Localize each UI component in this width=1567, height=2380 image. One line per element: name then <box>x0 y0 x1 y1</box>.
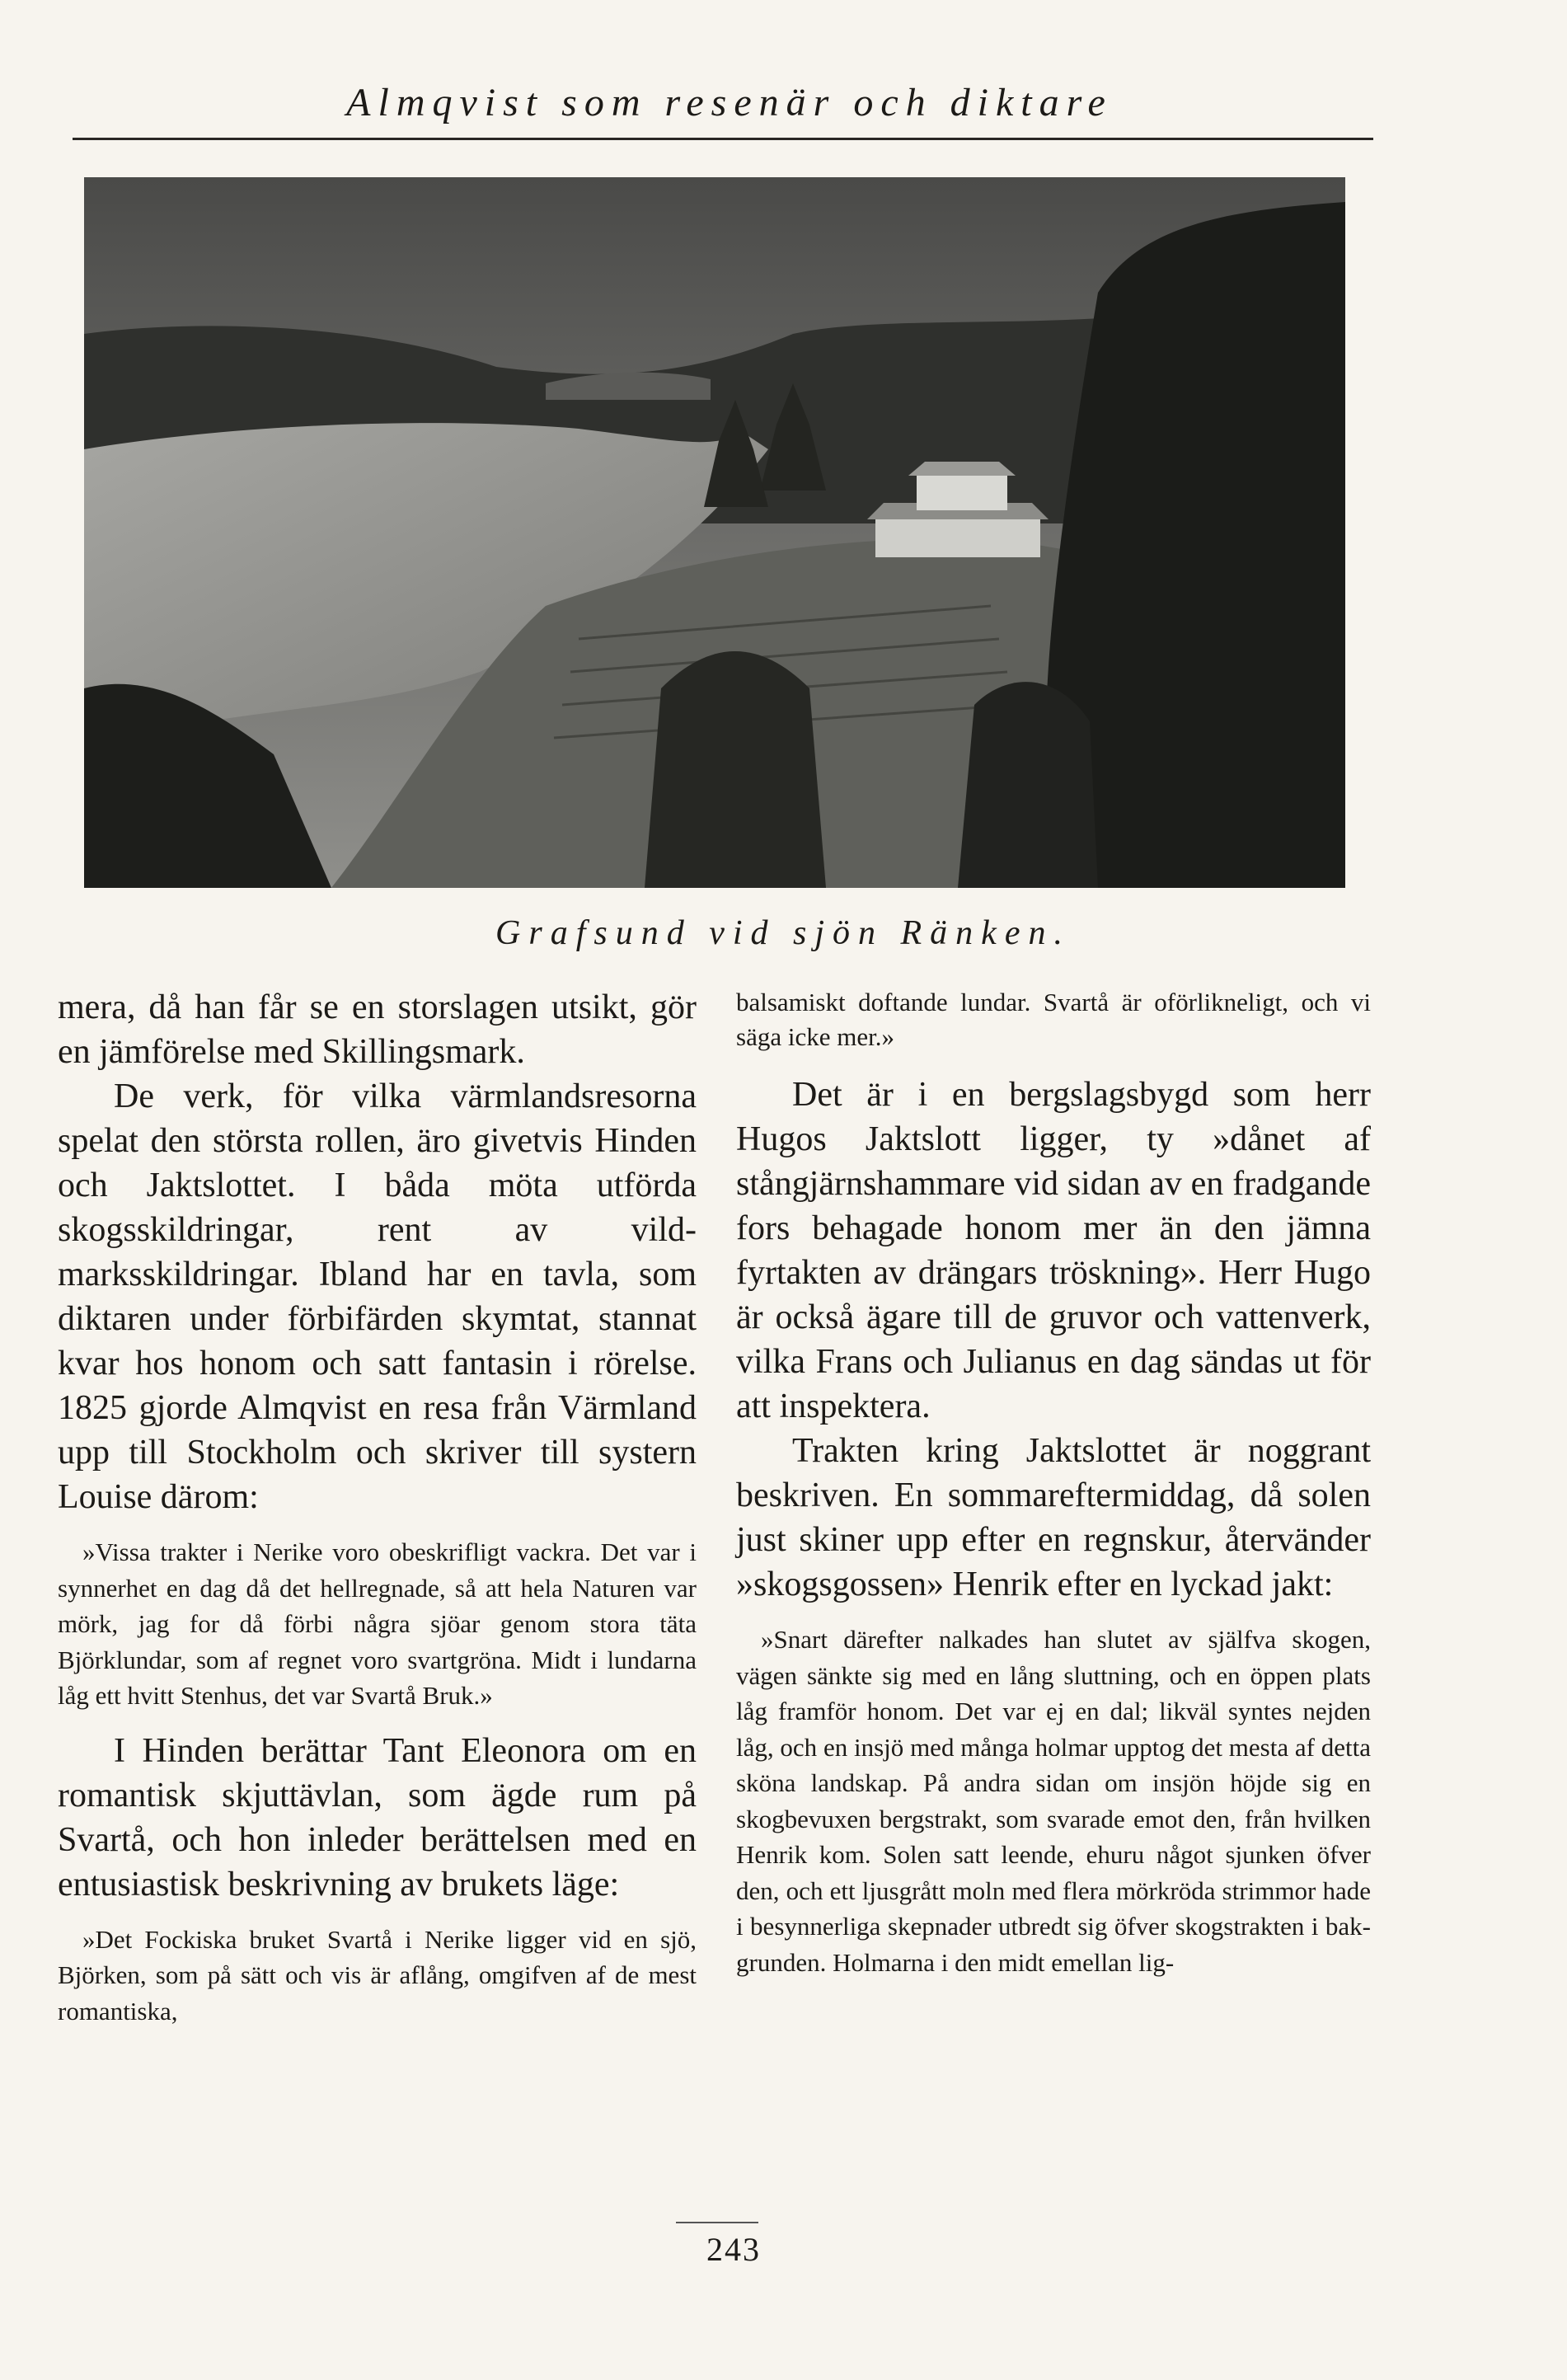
header-rule <box>73 138 1373 140</box>
right-column <box>736 985 1371 1995</box>
paragraph: Trakten kring Jaktslottet är noggrant beskriven. En sommareftermiddag, då solen just skiner upp efter en regnskur, återvänder »skogsgossen» Henrik efter en lyckad jakt: <box>736 1432 1371 1603</box>
figure-caption: Grafsund vid sjön Ränken. <box>495 914 1071 952</box>
page-number-rule <box>676 2222 758 2223</box>
running-header: Almqvist som resenär och diktare <box>346 81 1113 124</box>
block-quote: »Det Fockiska bruket Svartå i Nerike ligger vid en sjö, Björken, som på sätt och vis är aflång, omgifven af de mest romantiska, <box>58 1924 697 2026</box>
paragraph: De verk, för vilka värmlandsresorna spelat den största rollen, äro givetvis Hinden och Jaktslottet. I båda möta utförda skogsskildringar, rent av vildmarksskildringar. Ibland har en tavla, som diktaren under förbifärden skymtat, stannat kvar hos honom och satt fantasin i rörelse. 1825 gjorde Almqvist en resa från Värmland upp till Stockholm och skriver till systern Louise därom: <box>58 1077 697 1516</box>
block-quote-continued: balsamiskt doftande lundar. Svartå är oförlikneligt, och vi säga icke mer.» <box>736 988 1371 1051</box>
page-number: 243 <box>706 2231 761 2268</box>
paragraph: mera, då han får se en storslagen utsikt, gör en jämförelse med Skillingsmark. <box>58 988 697 1071</box>
paragraph: I Hinden berättar Tant Eleonora om en romantisk skjuttävlan, som ägde rum på Svartå, och hon inleder berättelsen med en entusiastisk beskrivning av brukets läge: <box>58 1731 697 1904</box>
block-quote: »Snart därefter nalkades han slutet av själfva skogen, vägen sänkte sig med en lång sluttning, och en öppen plats låg framför honom. Det var ej en dal; likväl syntes nejden låg, och en insjö med många holmar upptog det mesta af detta sköna landskap. På andra sidan om insjön höjde sig en skogbevuxen bergstrakt, som svarade emot den, från hvilken Henrik kom. Solen satt leende, ehuru något sjunken öfver den, och ett ljusgrått moln med flera mörkröda strimmor hade i besynnerliga skepnader utbredt sig öfver skogstrakten i bakgrunden. Holmarna i den midt emellan lig- <box>736 1625 1371 1977</box>
left-column <box>58 985 697 2044</box>
landscape-photo-icon <box>84 177 1345 888</box>
block-quote: »Vissa trakter i Nerike voro obeskrifligt vackra. Det var i synnerhet en dag då det hellregnade, så att hela Naturen var mörk, jag for då förbi några sjöar genom stora täta Björklundar, som af regnet voro svartgröna. Midt i lundarna låg ett hvitt Stenhus, det var Svartå Bruk.» <box>58 1537 697 1710</box>
paragraph: Det är i en bergslagsbygd som herr Hugos Jaktslott ligger, ty »dånet af stångjärnshammare vid sidan av en fradgande fors behagade honom mer än den jämna fyrtakten av drängars tröskning». Herr Hugo är också ägare till de gruvor och vattenverk, vilka Frans och Julianus en dag sändas ut för att inspektera. <box>736 1076 1371 1425</box>
